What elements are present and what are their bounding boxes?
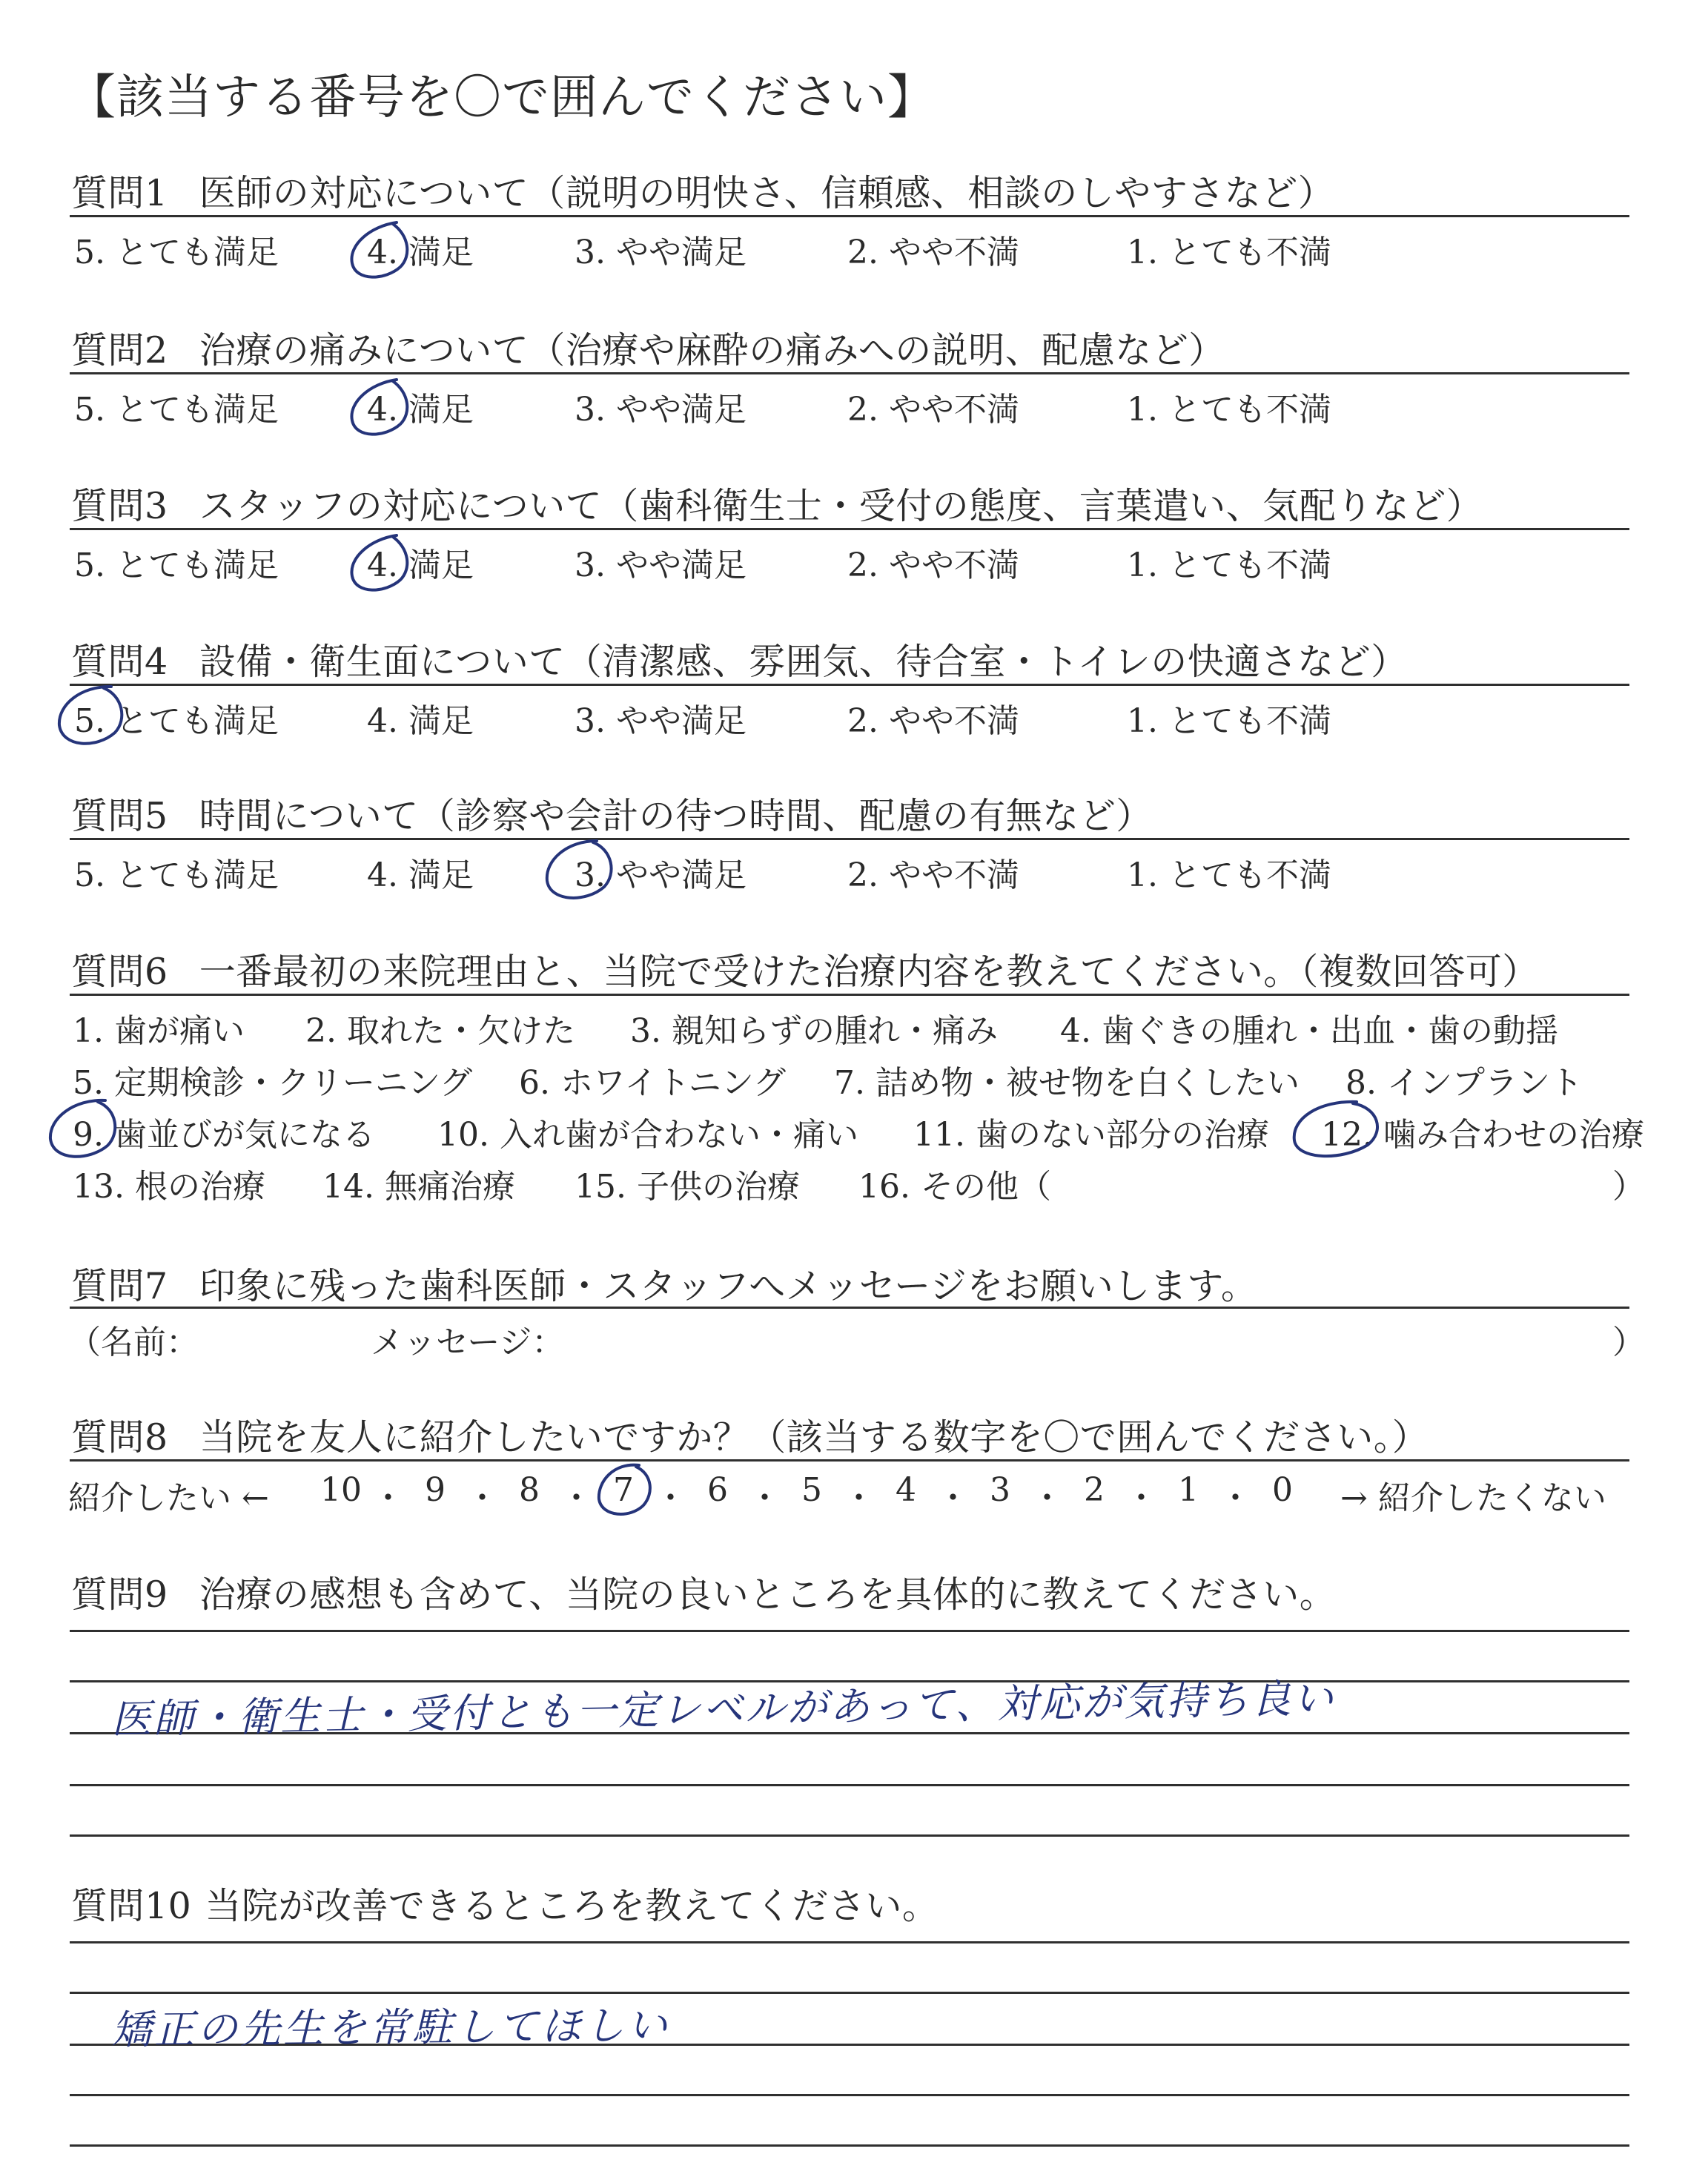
q4-option-2[interactable]: 2. やや不満 [847, 702, 1019, 740]
answer-line [70, 2094, 1629, 2096]
question-10 [71, 1877, 939, 1929]
q6-option-13[interactable]: 13. 根の治療 [73, 1168, 265, 1206]
scale-value-0[interactable]: 0 [1272, 1471, 1293, 1509]
scale-separator: ・ [466, 1479, 499, 1517]
scale-separator: ・ [1125, 1479, 1158, 1517]
question-label: 質問2 [71, 329, 168, 371]
scale-separator: ・ [1219, 1479, 1252, 1517]
scale-value-4[interactable]: 4 [896, 1471, 916, 1509]
question-label: 質問7 [71, 1265, 168, 1307]
question-label: 質問1 [71, 172, 168, 214]
question-text: 印象に残った歯科医師・スタッフへメッセージをお願いします。 [199, 1265, 1258, 1307]
q5-option-2[interactable]: 2. やや不満 [847, 856, 1019, 894]
question-text: スタッフの対応について（歯科衛生士・受付の態度、言葉遣い、気配りなど） [199, 485, 1483, 527]
divider [70, 372, 1629, 374]
answer-line [70, 1834, 1629, 1837]
question-text: 当院を友人に紹介したいですか？（該当する数字を〇で囲んでください。） [199, 1416, 1429, 1459]
question-label: 質問5 [71, 795, 168, 837]
q1-option-3[interactable]: 3. やや満足 [575, 234, 747, 271]
divider [70, 994, 1629, 996]
answer-line [70, 1941, 1629, 1943]
question-5 [71, 787, 1153, 839]
question-6 [71, 943, 1539, 995]
q5-option-3[interactable]: 3. やや満足 [575, 856, 747, 894]
question-text: 時間について（診察や会計の待つ時間、配慮の有無など） [199, 795, 1153, 837]
q2-option-1[interactable]: 1. とても不満 [1127, 391, 1331, 429]
scale-separator: ・ [560, 1479, 593, 1517]
q7-close-paren: ） [1612, 1324, 1645, 1361]
q6-option-11[interactable]: 11. 歯のない部分の治療 [913, 1116, 1269, 1154]
q6-option-16[interactable]: 16. その他（ [858, 1168, 1051, 1206]
message-label: メッセージ： [371, 1324, 565, 1361]
question-1 [71, 165, 1334, 217]
answer-line [70, 1992, 1629, 1994]
q2-option-5[interactable]: 5. とても満足 [74, 391, 279, 429]
question-text: 設備・衛生面について（清潔感、雰囲気、待合室・トイレの快適さなど） [199, 641, 1408, 683]
q1-option-1[interactable]: 1. とても不満 [1127, 234, 1331, 271]
scale-value-7[interactable]: 7 [613, 1471, 634, 1509]
q3-option-2[interactable]: 2. やや不満 [847, 546, 1019, 584]
question-text: 治療の痛みについて（治療や麻酔の痛みへの説明、配慮など） [199, 329, 1225, 371]
q6-option-2[interactable]: 2. 取れた・欠けた [305, 1012, 575, 1050]
q1-option-4[interactable]: 4. 満足 [367, 234, 474, 271]
q5-option-5[interactable]: 5. とても満足 [74, 856, 279, 894]
q6-option-15[interactable]: 15. 子供の治療 [575, 1168, 800, 1206]
question-label: 質問6 [71, 951, 168, 993]
scale-value-3[interactable]: 3 [990, 1471, 1010, 1509]
question-4 [71, 633, 1408, 685]
divider [70, 684, 1629, 686]
scale-separator: ・ [936, 1479, 970, 1517]
scale-value-5[interactable]: 5 [801, 1471, 822, 1509]
question-text: 当院が改善できるところを教えてください。 [205, 1885, 939, 1927]
divider [70, 528, 1629, 530]
answer-line [70, 2144, 1629, 2147]
q6-option-9[interactable]: 9. 歯並びが気になる [73, 1116, 375, 1154]
scale-separator: ・ [842, 1479, 875, 1517]
q6-option-5[interactable]: 5. 定期検診・クリーニング [73, 1064, 473, 1102]
q6-option-14[interactable]: 14. 無痛治療 [322, 1168, 515, 1206]
q3-option-3[interactable]: 3. やや満足 [575, 546, 747, 584]
question-7 [71, 1258, 1257, 1309]
scale-value-9[interactable]: 9 [425, 1471, 446, 1509]
q4-option-4[interactable]: 4. 満足 [367, 702, 474, 740]
recommend-left-label: 紹介したい ← [68, 1479, 269, 1517]
q4-option-5[interactable]: 5. とても満足 [74, 702, 279, 740]
q6-option-8[interactable]: 8. インプラント [1345, 1064, 1583, 1102]
question-text: 治療の感想も含めて、当院の良いところを具体的に教えてください。 [199, 1573, 1337, 1616]
q6-option-6[interactable]: 6. ホワイトニング [519, 1064, 787, 1102]
question-9 [71, 1566, 1336, 1618]
q6-option-7[interactable]: 7. 詰め物・被せ物を白くしたい [834, 1064, 1300, 1102]
scale-value-10[interactable]: 10 [320, 1471, 362, 1509]
q6-option-4[interactable]: 4. 歯ぐきの腫れ・出血・歯の動揺 [1060, 1012, 1558, 1050]
scale-separator: ・ [1030, 1479, 1064, 1517]
answer-line [70, 1784, 1629, 1786]
q6-close-paren: ） [1612, 1168, 1645, 1206]
scale-value-2[interactable]: 2 [1084, 1471, 1105, 1509]
q4-option-3[interactable]: 3. やや満足 [575, 702, 747, 740]
q6-option-1[interactable]: 1. 歯が痛い [73, 1012, 245, 1050]
recommend-right-label: → 紹介したくない [1340, 1479, 1606, 1517]
q3-option-4[interactable]: 4. 満足 [367, 546, 474, 584]
q1-option-5[interactable]: 5. とても満足 [74, 234, 279, 271]
question-2 [71, 322, 1225, 374]
q9-handwritten-answer: 医師・衛生士・受付とも一定レベルがあって、対応が気持ち良い [110, 1674, 1336, 1743]
scale-value-6[interactable]: 6 [707, 1471, 728, 1509]
question-8 [71, 1409, 1429, 1461]
q5-option-4[interactable]: 4. 満足 [367, 856, 474, 894]
q6-option-10[interactable]: 10. 入れ歯が合わない・痛い [437, 1116, 858, 1154]
question-label: 質問3 [71, 485, 168, 527]
q4-option-1[interactable]: 1. とても不満 [1127, 702, 1331, 740]
q10-handwritten-answer: 矯正の先生を常駐してほしい [110, 2001, 671, 2054]
scale-separator: ・ [654, 1479, 687, 1517]
scale-value-1[interactable]: 1 [1178, 1471, 1199, 1509]
scale-value-8[interactable]: 8 [519, 1471, 540, 1509]
question-label: 質問10 [71, 1885, 192, 1927]
answer-line [70, 1630, 1629, 1632]
scale-separator: ・ [748, 1479, 781, 1517]
divider [70, 215, 1629, 217]
page-title: 【該当する番号を〇で囲んでください】 [68, 70, 936, 125]
question-3 [71, 478, 1483, 529]
q6-option-3[interactable]: 3. 親知らずの腫れ・痛み [630, 1012, 998, 1050]
question-text: 一番最初の来院理由と、当院で受けた治療内容を教えてください。（複数回答可） [199, 951, 1539, 993]
q2-option-2[interactable]: 2. やや不満 [847, 391, 1019, 429]
question-label: 質問9 [71, 1573, 168, 1616]
question-label: 質問4 [71, 641, 168, 683]
question-text: 医師の対応について（説明の明快さ、信頼感、相談のしやすさなど） [199, 172, 1335, 214]
divider [70, 838, 1629, 840]
q3-option-5[interactable]: 5. とても満足 [74, 546, 279, 584]
q6-option-12[interactable]: 12. 噛み合わせの治療 [1321, 1116, 1644, 1154]
q2-option-3[interactable]: 3. やや満足 [575, 391, 747, 429]
q1-option-2[interactable]: 2. やや不満 [847, 234, 1019, 271]
divider [70, 1459, 1629, 1462]
divider [70, 1307, 1629, 1309]
name-label: （名前： [68, 1324, 199, 1361]
q5-option-1[interactable]: 1. とても不満 [1127, 856, 1331, 894]
q2-option-4[interactable]: 4. 満足 [367, 391, 474, 429]
q3-option-1[interactable]: 1. とても不満 [1127, 546, 1331, 584]
scale-separator: ・ [371, 1479, 405, 1517]
question-label: 質問8 [71, 1416, 168, 1459]
